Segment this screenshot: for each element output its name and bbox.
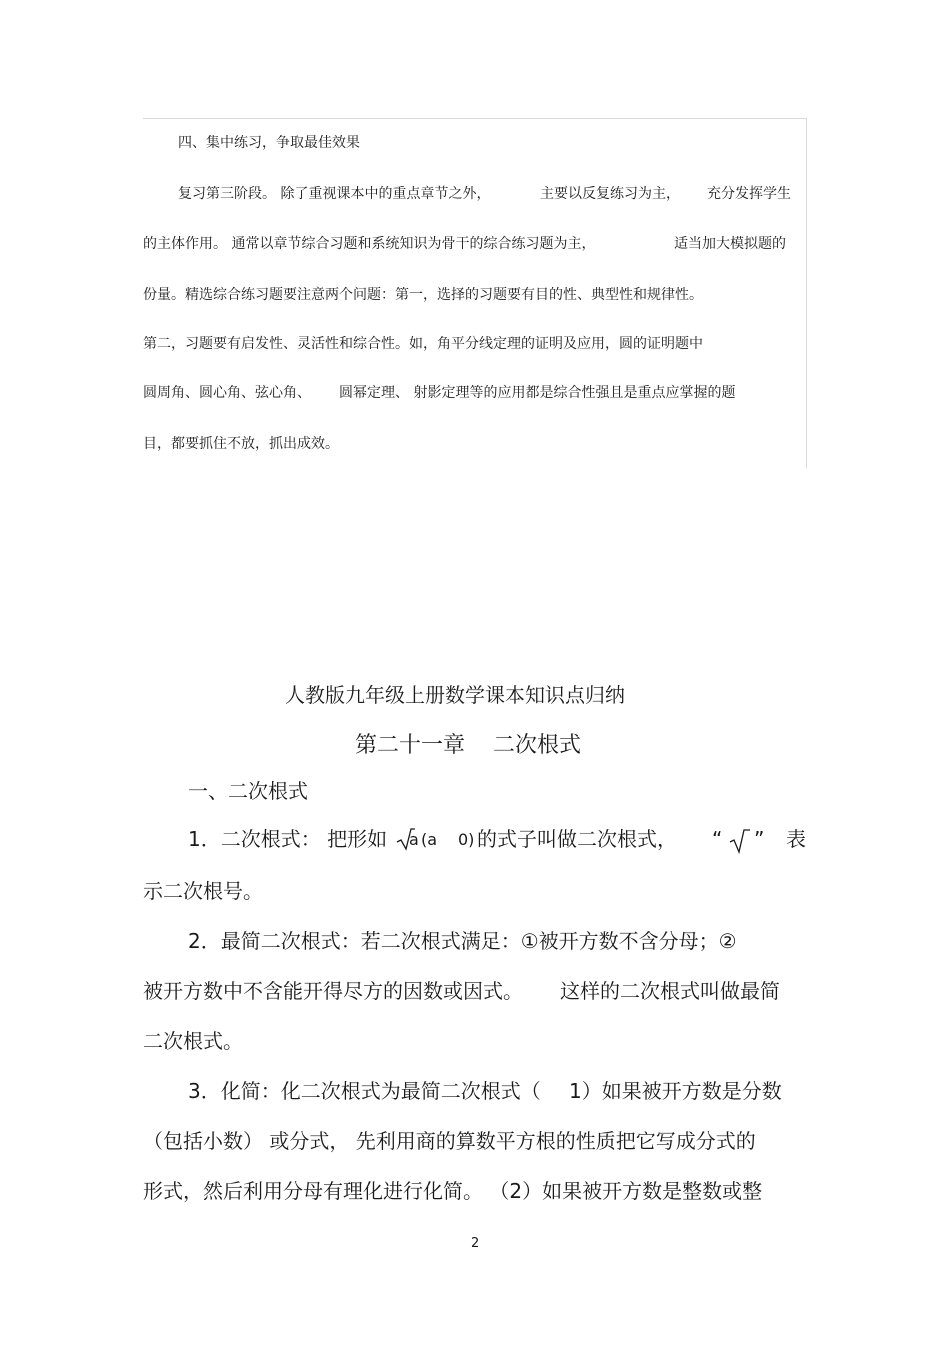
page-number: 2 — [471, 1236, 480, 1251]
quote-open: “ — [712, 827, 723, 851]
paragraph-line: 圆幂定理、 射影定理等的应用都是综合性强且是重点应掌握的题 — [339, 385, 736, 401]
paragraph-line: 主要以反复练习为主， — [540, 186, 680, 202]
sqrt-a-expression — [395, 826, 465, 854]
paragraph-line: 圆周角、圆心角、弦心角、 — [143, 385, 311, 401]
item-1-suffix: 的式子叫做二次根式， — [477, 827, 677, 851]
paragraph-line: 第二，习题要有启发性、灵活性和综合性。如，角平分线定理的证明及应用，圆的证明题中 — [143, 336, 703, 352]
radical-sign-icon — [728, 826, 752, 856]
section-heading: 四、集中练习，争取最佳效果 — [178, 135, 360, 151]
item-2-line-2a: 被开方数中不含能开得尽方的因数或因式。 — [143, 979, 523, 1003]
item-1-represent: 表 — [786, 827, 806, 851]
box-right-border — [806, 118, 807, 468]
paragraph-line: 充分发挥学生 — [707, 186, 791, 202]
item-2-line-1: 2．最简二次根式：若二次根式满足：①被开方数不含分母；② — [188, 929, 737, 953]
paragraph-line: 适当加大模拟题的 — [674, 236, 786, 252]
paragraph-line: 目，都要抓住不放，抓出成效。 — [143, 436, 339, 452]
box-top-border — [143, 118, 807, 119]
paragraph-line: 的主体作用。 通常以章节综合习题和系统知识为骨干的综合练习题为主， — [143, 236, 596, 252]
paragraph-line: 份量。精选综合练习题要注意两个问题：第一，选择的习题要有目的性、典型性和规律性。 — [143, 287, 703, 303]
item-1-prefix: 1．二次根式： 把形如 — [188, 827, 388, 851]
item-1-line-2: 示二次根号。 — [143, 879, 263, 903]
document-title: 人教版九年级上册数学课本知识点归纳 — [285, 683, 625, 707]
item-3-line-3: 形式，然后利用分母有理化进行化简。 （2）如果被开方数是整数或整 — [143, 1179, 763, 1203]
section-heading: 一、二次根式 — [188, 779, 308, 803]
radicand: a — [409, 830, 419, 849]
item-2-line-3: 二次根式。 — [143, 1029, 243, 1053]
item-2-line-2b: 这样的二次根式叫做最简 — [560, 979, 780, 1003]
quote-close: ” — [754, 827, 765, 851]
chapter-title: 第二十一章 二次根式 — [355, 733, 581, 758]
item-3-line-1a: 3．化简：化二次根式为最简二次根式（ — [188, 1079, 541, 1103]
condition-open: (a — [421, 830, 438, 849]
item-3-line-1b: 1）如果被开方数是分数 — [569, 1079, 782, 1103]
paragraph-line: 复习第三阶段。 除了重视课本中的重点章节之外， — [178, 186, 491, 202]
item-3-line-2: （包括小数） 或分式， 先利用商的算数平方根的性质把它写成分式的 — [143, 1129, 756, 1153]
condition-close: 0) — [458, 830, 475, 849]
